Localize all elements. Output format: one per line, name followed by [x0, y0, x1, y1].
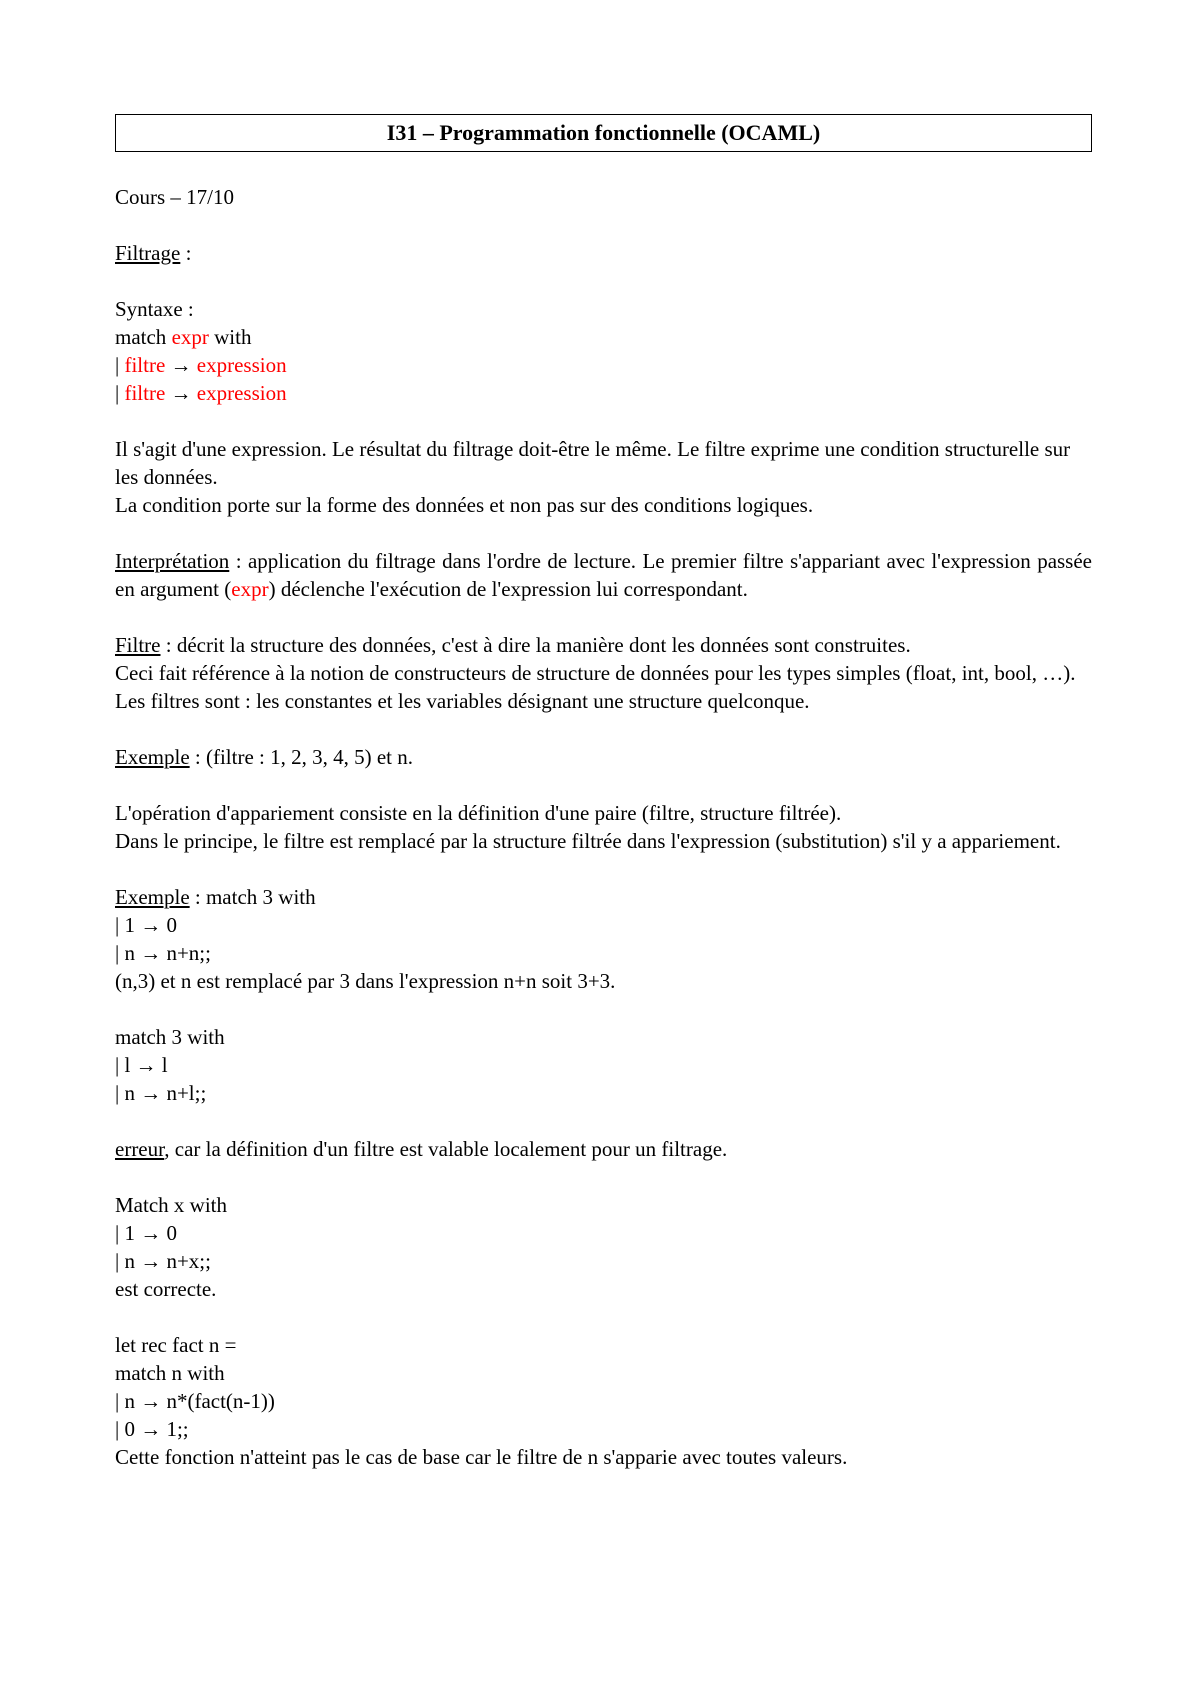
paragraph-principe: Dans le principe, le filtre est remplacé par la structure filtrée dans l'expression (substitution) s'il y a appariement. [115, 829, 1061, 853]
erreur-line: erreur, car la définition d'un filtre est valable localement pour un filtrage. [115, 1137, 728, 1161]
code-line: | l → l [115, 1053, 168, 1077]
code-line: | n → n+x;; [115, 1249, 211, 1273]
paragraph-interpretation: Interprétation : application du filtrage dans l'ordre de lecture. Le premier filtre s'appariant avec l'expression passée en argument (expr) déclenche l'exécution de l'expression lui correspondant. [115, 549, 1098, 601]
interpretation-heading: Interprétation [115, 549, 230, 573]
code-line: Match x with [115, 1193, 227, 1217]
code-line: let rec fact n = [115, 1333, 237, 1357]
code-line: | n → n+n;; [115, 941, 211, 965]
exemple-1: Exemple : (filtre : 1, 2, 3, 4, 5) et n. [115, 745, 414, 769]
explanation-line: (n,3) et n est remplacé par 3 dans l'expression n+n soit 3+3. [115, 969, 616, 993]
code-line: | n → n*(fact(n-1)) [115, 1389, 275, 1413]
paragraph-appariement: L'opération d'appariement consiste en la définition d'une paire (filtre, structure filtrée). [115, 801, 842, 825]
document-body [115, 183, 1098, 1471]
code-line: | 0 → 1;; [115, 1417, 189, 1441]
explanation-line: est correcte. [115, 1277, 217, 1301]
filtrage-heading-line: Filtrage : [115, 241, 192, 265]
syntax-match-line: match expr with [115, 325, 252, 349]
paragraph-constructeurs: Ceci fait référence à la notion de constructeurs de structure de données pour les types simples (float, int, bool, …). [115, 661, 1076, 685]
code-line: | 1 → 0 [115, 1221, 177, 1245]
code-line: | 1 → 0 [115, 913, 177, 937]
paragraph-condition: La condition porte sur la forme des données et non pas sur des conditions logiques. [115, 493, 814, 517]
filtre-heading: Filtre [115, 633, 161, 657]
paragraph-filtre: Filtre : décrit la structure des données, c'est à dire la manière dont les données sont construites. [115, 633, 911, 657]
syntax-case-line: | filtre → expression [115, 381, 287, 405]
paragraph-filtres-sont: Les filtres sont : les constantes et les variables désignant une structure quelconque. [115, 689, 810, 713]
exemple-heading: Exemple [115, 745, 190, 769]
code-line: | n → n+l;; [115, 1081, 207, 1105]
code-line: match n with [115, 1361, 225, 1385]
exemple-2: Exemple : match 3 with [115, 885, 316, 909]
filtrage-heading: Filtrage [115, 241, 181, 265]
syntax-expr: expr [171, 325, 209, 349]
explanation-line: Cette fonction n'atteint pas le cas de base car le filtre de n s'apparie avec toutes valeurs. [115, 1445, 848, 1469]
syntax-case-line: | filtre → expression [115, 353, 287, 377]
paragraph-expression: Il s'agit d'une expression. Le résultat du filtrage doit-être le même. Le filtre exprime une condition structurelle sur les données. [115, 437, 1076, 489]
code-line: match 3 with [115, 1025, 225, 1049]
erreur-word: erreur [115, 1137, 165, 1161]
syntax-label: Syntaxe : [115, 297, 194, 321]
course-date: Cours – 17/10 [115, 185, 235, 209]
exemple-heading: Exemple [115, 885, 190, 909]
page-title: I31 – Programmation fonctionnelle (OCAML) [115, 114, 1092, 152]
